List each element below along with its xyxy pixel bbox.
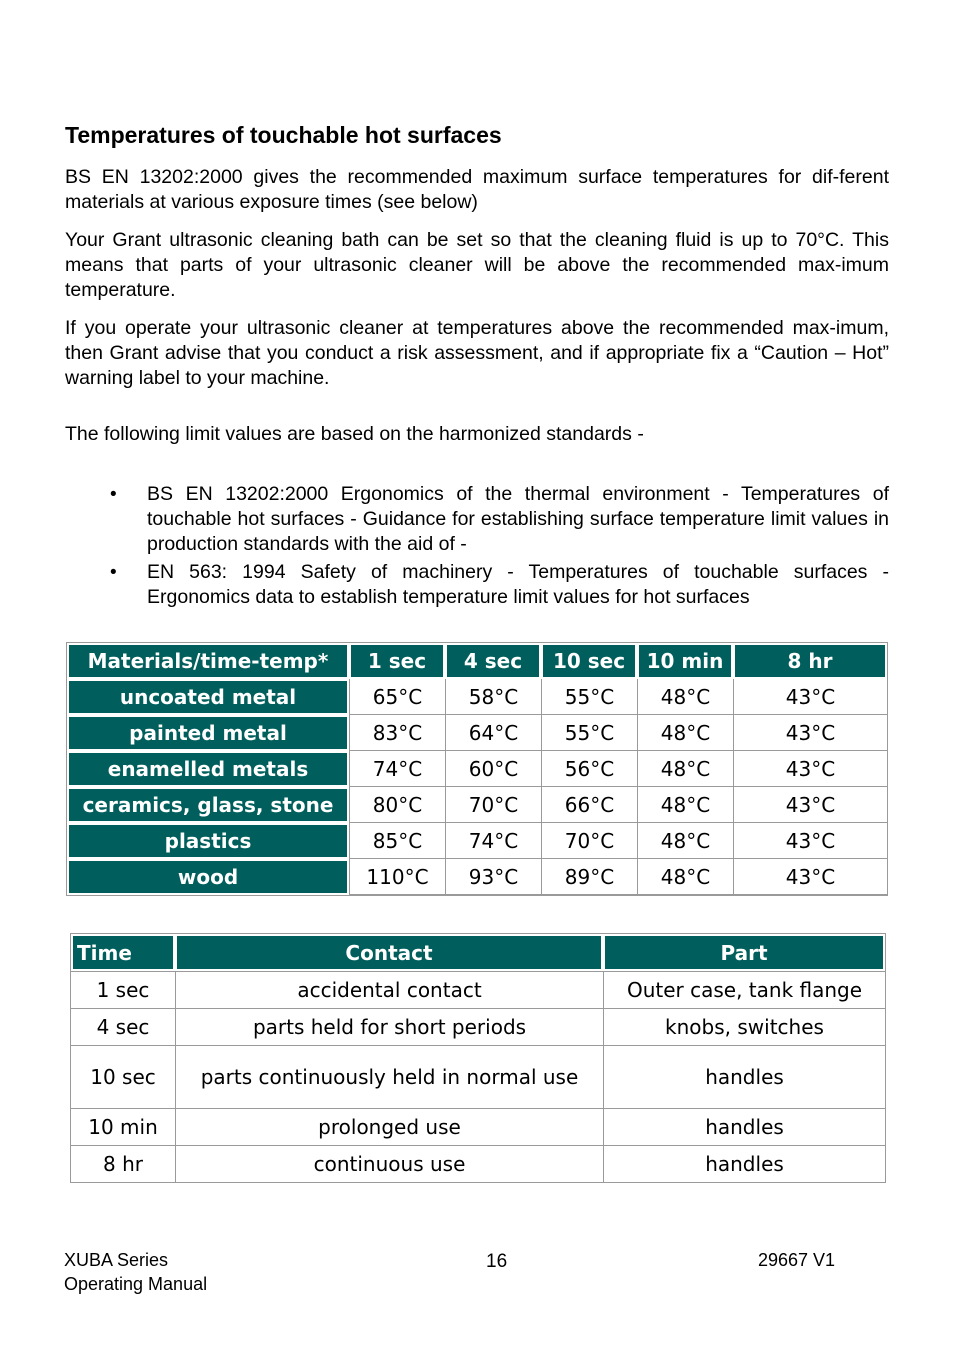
list-item-text: EN 563: 1994 Safety of machinery - Temperatures of touchable surfaces - Ergonomics data to establish temperature limit values for hot surfaces [147, 561, 889, 608]
table-cell: 43°C [733, 787, 887, 823]
risk-assessment-paragraph: If you operate your ultrasonic cleaner at temperatures above the recommended max-imum, then Grant advise that you conduct a risk assessment, and if appropriate fix a “Caution – Hot” warning label to your machine. [65, 317, 889, 389]
list-item-text: BS EN 13202:2000 Ergonomics of the thermal environment - Temperatures of touchable hot surfaces - Guidance for establishing surface temperature limit values in production standards with the aid of - [147, 483, 889, 555]
table-cell: 48°C [637, 751, 733, 787]
table-row [67, 679, 887, 715]
footer-doc-code: 29667 V1 [758, 1250, 836, 1270]
table-cell: 43°C [733, 679, 887, 715]
table-cell: 66°C [541, 787, 637, 823]
table-cell: 43°C [733, 859, 887, 895]
table-cell: 8 hr [71, 1145, 175, 1182]
table-cell: 43°C [733, 715, 887, 751]
table-cell: 43°C [733, 751, 887, 787]
table-row [67, 823, 887, 859]
table-cell: 110°C [349, 859, 445, 895]
column-header: 1 sec [349, 643, 445, 679]
table-cell: 80°C [349, 787, 445, 823]
footer-left [64, 1248, 207, 1296]
footer-series: XUBA Series [64, 1250, 169, 1270]
table-cell: 48°C [637, 715, 733, 751]
table-cell: 89°C [541, 859, 637, 895]
row-header: enamelled metals [67, 751, 349, 787]
column-header: 10 min [637, 643, 733, 679]
table-cell: 10 sec [71, 1045, 175, 1108]
table-cell: 74°C [349, 751, 445, 787]
row-header: uncoated metal [67, 679, 349, 715]
table-cell: 70°C [541, 823, 637, 859]
table-cell: 48°C [637, 823, 733, 859]
table-cell: handles [603, 1045, 885, 1108]
row-header: ceramics, glass, stone [67, 787, 349, 823]
table-cell: parts held for short periods [175, 1008, 603, 1045]
table-cell: 1 sec [71, 971, 175, 1008]
table-row [71, 971, 885, 1008]
materials-temperature-table [66, 642, 888, 896]
limit-values-paragraph: The following limit values are based on the harmonized standards - [65, 423, 644, 445]
table-row [67, 715, 887, 751]
table-cell: 48°C [637, 787, 733, 823]
table-row [71, 1108, 885, 1145]
row-header: wood [67, 859, 349, 895]
column-header: 4 sec [445, 643, 541, 679]
table-cell: 60°C [445, 751, 541, 787]
list-item [65, 482, 889, 557]
table-row [71, 1008, 885, 1045]
column-header: 10 sec [541, 643, 637, 679]
table-cell: handles [603, 1108, 885, 1145]
column-header: 8 hr [733, 643, 887, 679]
table-row [67, 751, 887, 787]
page-number: 16 [486, 1251, 508, 1272]
column-header: Time [71, 934, 175, 971]
table-cell: handles [603, 1145, 885, 1182]
table-row [71, 1045, 885, 1108]
table-cell: 48°C [637, 859, 733, 895]
table-row [67, 787, 887, 823]
fluid-temp-paragraph: Your Grant ultrasonic cleaning bath can be set so that the cleaning fluid is up to 70°C. This means that parts of your ultrasonic cleaner will be above the recommended max-imum temperature. [65, 229, 889, 301]
table-cell: 85°C [349, 823, 445, 859]
table-row [67, 859, 887, 895]
table-cell: 55°C [541, 679, 637, 715]
table-cell: 48°C [637, 679, 733, 715]
table-cell: 10 min [71, 1108, 175, 1145]
table-cell: 56°C [541, 751, 637, 787]
table-header-row [71, 934, 885, 971]
table-cell: 93°C [445, 859, 541, 895]
table-cell: 4 sec [71, 1008, 175, 1045]
column-header: Contact [175, 934, 603, 971]
table-cell: 55°C [541, 715, 637, 751]
list-item [65, 560, 889, 610]
table-cell: 83°C [349, 715, 445, 751]
table-cell: 43°C [733, 823, 887, 859]
table-cell: 74°C [445, 823, 541, 859]
table-cell: parts continuously held in normal use [175, 1045, 603, 1108]
standards-list [65, 482, 889, 613]
table-cell: Outer case, tank flange [603, 971, 885, 1008]
footer-manual: Operating Manual [64, 1274, 208, 1294]
table-cell: accidental contact [175, 971, 603, 1008]
table-header-row [67, 643, 887, 679]
page-heading: Temperatures of touchable hot surfaces [65, 122, 502, 148]
column-header: Part [603, 934, 885, 971]
table-cell: 65°C [349, 679, 445, 715]
table-row [71, 1145, 885, 1182]
table-cell: 58°C [445, 679, 541, 715]
table-cell: continuous use [175, 1145, 603, 1182]
table-cell: knobs, switches [603, 1008, 885, 1045]
table-cell: prolonged use [175, 1108, 603, 1145]
contact-time-table [70, 933, 886, 1183]
table-cell: 70°C [445, 787, 541, 823]
intro-paragraph: BS EN 13202:2000 gives the recommended maximum surface temperatures for dif-ferent materials at various exposure times (see below) [65, 166, 889, 213]
table-cell: 64°C [445, 715, 541, 751]
bullet-icon: • [110, 562, 117, 583]
row-header: painted metal [67, 715, 349, 751]
bullet-icon: • [110, 484, 117, 505]
column-header: Materials/time-temp* [67, 643, 349, 679]
row-header: plastics [67, 823, 349, 859]
